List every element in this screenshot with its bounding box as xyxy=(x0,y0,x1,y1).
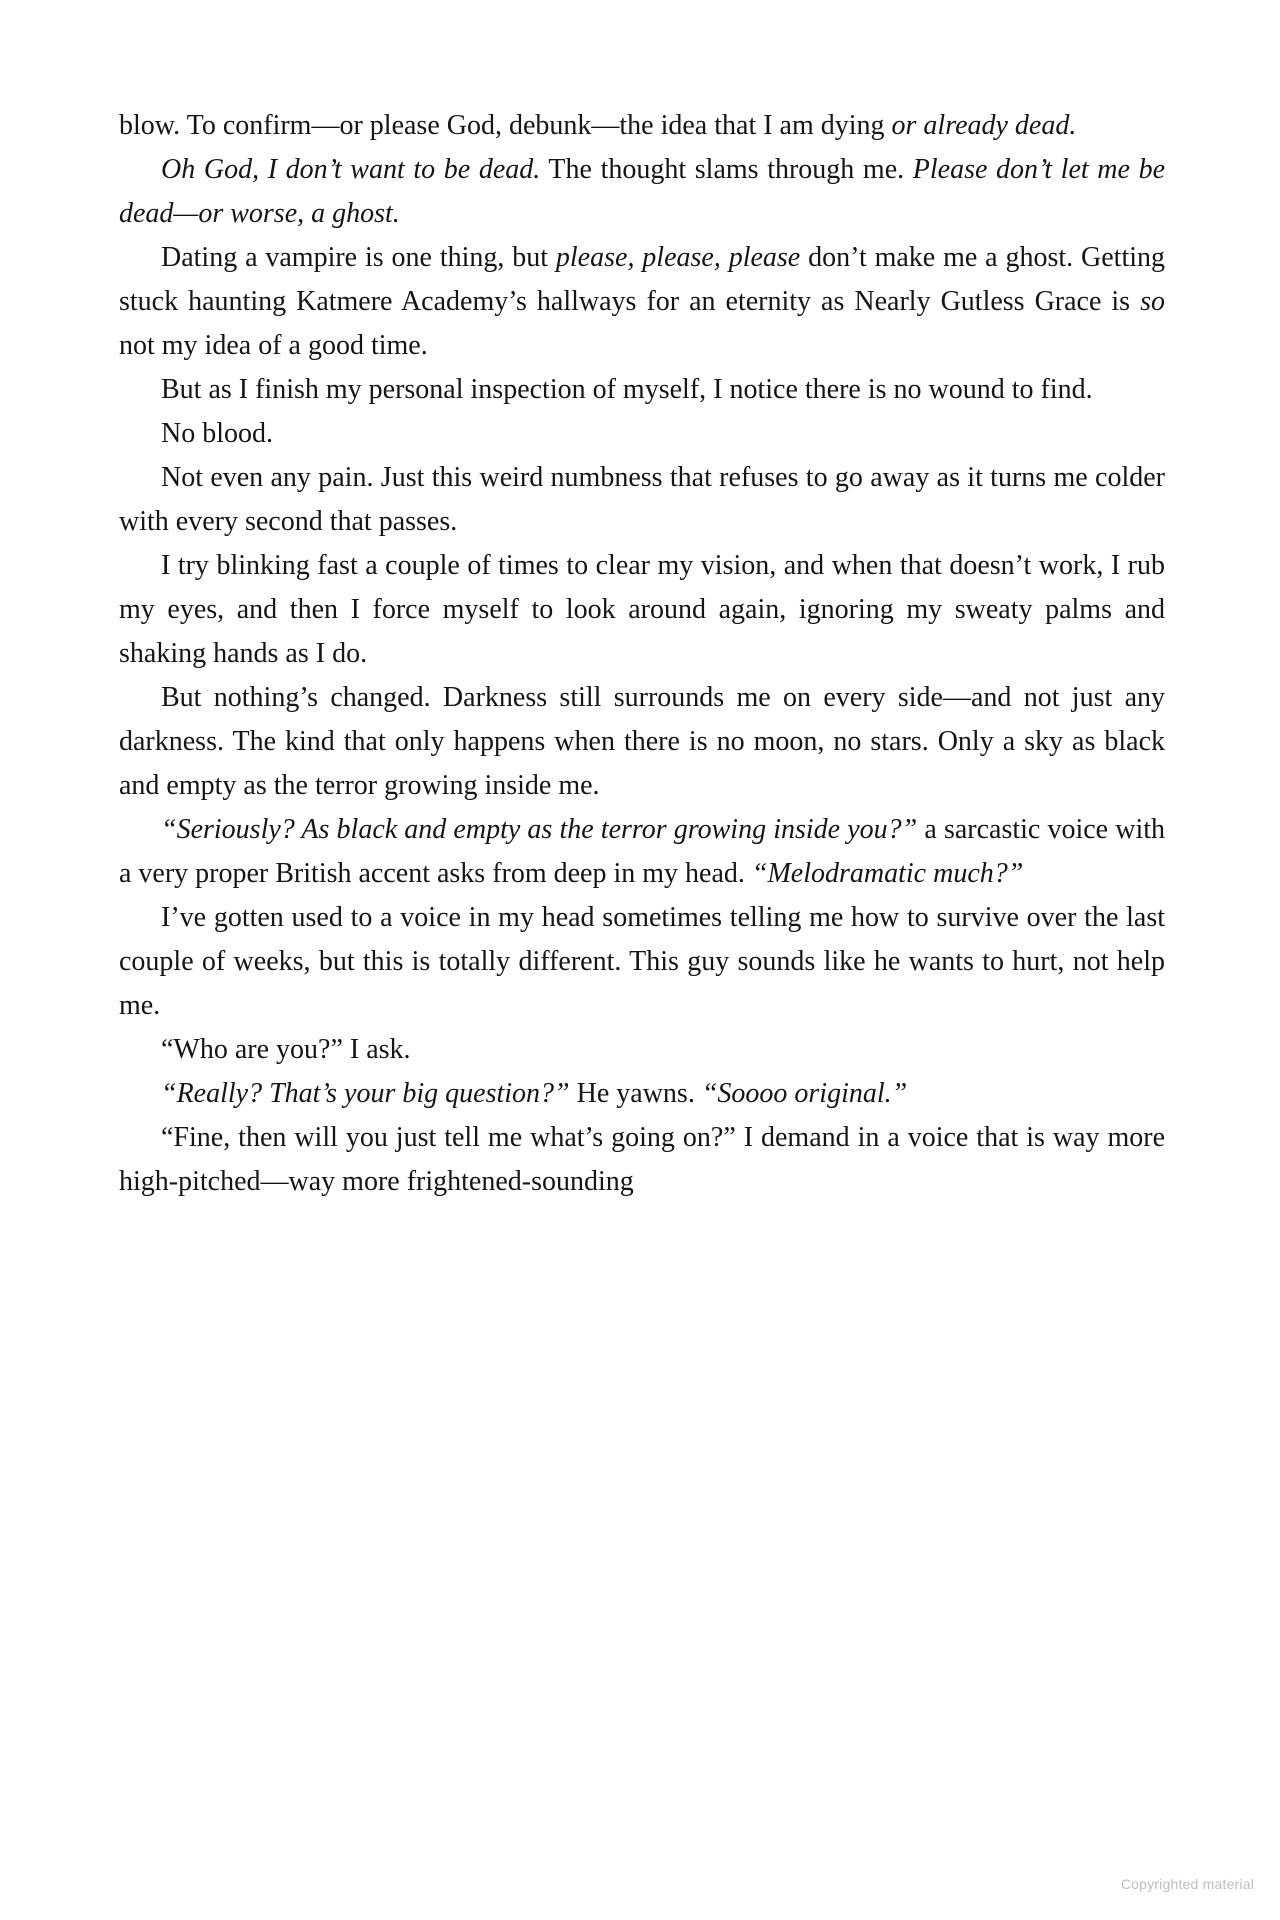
paragraph xyxy=(119,1072,1165,1116)
text-run: not my idea of a good time. xyxy=(119,330,428,361)
italic-text-run: please, please, please xyxy=(555,242,801,273)
text-run: “Who are you?” I ask. xyxy=(161,1034,411,1065)
paragraph xyxy=(119,896,1165,1028)
paragraph xyxy=(119,104,1165,148)
page-text xyxy=(119,104,1165,1204)
text-run: He yawns. xyxy=(569,1078,702,1109)
text-run: a sarcastic voice with a very proper British accent asks from deep in my head. xyxy=(119,814,1166,889)
italic-text-run: or already dead. xyxy=(891,110,1077,141)
text-run: Dating a vampire is one thing, but xyxy=(161,242,556,273)
text-run: The thought slams through me. xyxy=(540,154,913,185)
italic-text-run: “Really? That’s your big question?” xyxy=(161,1078,570,1109)
paragraph xyxy=(119,148,1165,236)
italic-text-run: “Seriously? As black and empty as the terror growing inside you?” xyxy=(161,814,918,845)
paragraph xyxy=(119,1116,1165,1204)
text-run: No blood. xyxy=(161,418,273,449)
text-run: I try blinking fast a couple of times to clear my vision, and when that doesn’t work, I rub my eyes, and then I force myself to look around again, ignoring my sweaty palms and shaking hands as I do. xyxy=(119,550,1165,669)
text-run: I’ve gotten used to a voice in my head sometimes telling me how to survive over the last couple of weeks, but this is totally different. This guy sounds like he wants to hurt, not help me. xyxy=(119,902,1165,1021)
text-run: But as I finish my personal inspection of myself, I notice there is no wound to find. xyxy=(161,374,1093,405)
text-run: blow. To confirm—or please God, debunk—the idea that I am dying xyxy=(119,110,892,141)
paragraph xyxy=(119,368,1165,412)
text-run: But nothing’s changed. Darkness still surrounds me on every side—and not just any darkness. The kind that only happens when there is no moon, no stars. Only a sky as black and empty as the terror growing inside me. xyxy=(119,682,1165,801)
text-run: don’t make me a ghost. Getting stuck haunting Katmere Academy’s hallways for an eternity as Nearly Gutless Grace is xyxy=(119,242,1165,317)
paragraph xyxy=(119,544,1165,676)
italic-text-run: “Melodramatic much?” xyxy=(751,858,1024,889)
italic-text-run: Oh God, I don’t want to be dead. xyxy=(161,154,541,185)
paragraph xyxy=(119,236,1165,368)
paragraph xyxy=(119,412,1165,456)
italic-text-run: Please don’t let me be dead—or worse, a ghost. xyxy=(119,154,1165,229)
text-run: “Fine, then will you just tell me what’s going on?” I demand in a voice that is way more high-pitched—way more frightened-sounding xyxy=(119,1122,1165,1197)
text-run: Not even any pain. Just this weird numbness that refuses to go away as it turns me colder with every second that passes. xyxy=(119,462,1165,537)
italic-text-run: so xyxy=(1140,286,1165,317)
paragraph xyxy=(119,456,1165,544)
paragraph xyxy=(119,676,1165,808)
paragraph xyxy=(119,1028,1165,1072)
copyright-notice: Copyrighted material xyxy=(1120,1876,1254,1892)
paragraph xyxy=(119,808,1165,896)
italic-text-run: “Soooo original.” xyxy=(701,1078,908,1109)
